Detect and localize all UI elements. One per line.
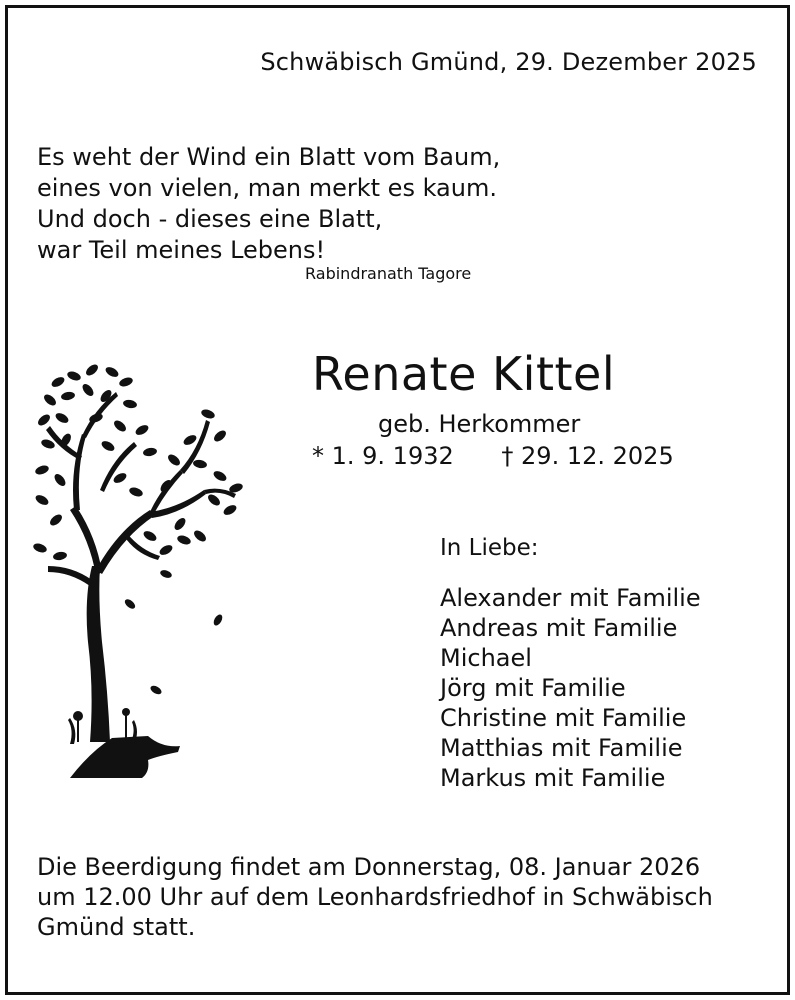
maiden-name: geb. Herkommer: [378, 410, 581, 438]
tree-illustration: [30, 360, 250, 790]
mourner: Markus mit Familie: [440, 764, 666, 792]
mourner: Andreas mit Familie: [440, 614, 678, 642]
poem-author: Rabindranath Tagore: [305, 264, 472, 283]
mourner: Michael: [440, 644, 532, 672]
funeral-line: Gmünd statt.: [37, 913, 196, 941]
in-love-label: In Liebe:: [440, 535, 539, 561]
mourner: Matthias mit Familie: [440, 734, 683, 762]
life-dates: [312, 442, 674, 470]
funeral-info: [37, 852, 713, 942]
funeral-line: um 12.00 Uhr auf dem Leonhardsfriedhof in Schwäbisch: [37, 883, 713, 911]
mourner: Jörg mit Familie: [440, 674, 626, 702]
birth-date: * 1. 9. 1932: [312, 442, 454, 470]
deceased-name: Renate Kittel: [312, 347, 616, 401]
mourners-list: [440, 583, 701, 793]
poem-line: eines von vielen, man merkt es kaum.: [37, 174, 497, 202]
place-date: Schwäbisch Gmünd, 29. Dezember 2025: [260, 48, 757, 76]
mourner: Christine mit Familie: [440, 704, 687, 732]
poem-line: war Teil meines Lebens!: [37, 236, 326, 264]
poem-line: Und doch - dieses eine Blatt,: [37, 205, 383, 233]
poem: [37, 142, 500, 266]
poem-line: Es weht der Wind ein Blatt vom Baum,: [37, 143, 501, 171]
death-date: † 29. 12. 2025: [501, 442, 674, 470]
mourner: Alexander mit Familie: [440, 584, 701, 612]
funeral-line: Die Beerdigung findet am Donnerstag, 08. Januar 2026: [37, 853, 701, 881]
